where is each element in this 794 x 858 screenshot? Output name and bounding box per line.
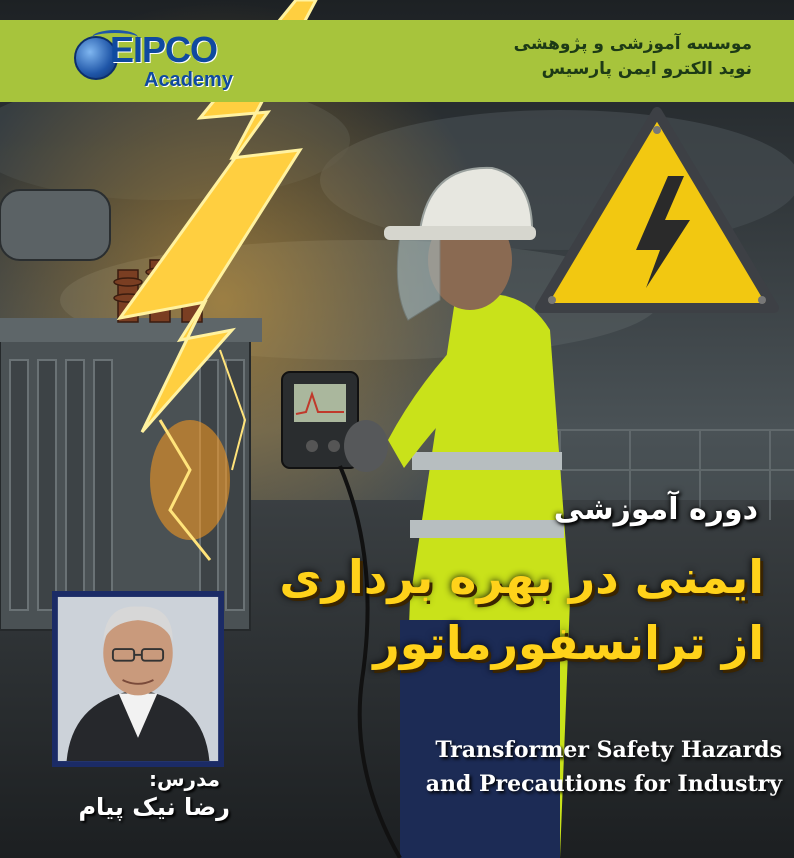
logo-subtitle: Academy (144, 69, 233, 91)
glove (344, 420, 388, 472)
institute-name (412, 32, 752, 82)
instructor-photo (55, 594, 221, 764)
damage-burn (150, 420, 230, 540)
institute-line-1: موسسه آموزشی و پژوهشی (513, 34, 752, 54)
english-title-line-2: and Precautions for Industry (425, 771, 782, 797)
english-title-line-1: Transformer Safety Hazards (435, 737, 782, 763)
english-title (252, 733, 782, 801)
course-title-line-1: ایمنی در بهره برداری (279, 550, 764, 604)
reflective-stripe (412, 452, 562, 470)
course-title-line-2: از ترانسفورماتور (373, 616, 764, 670)
academy-logo (74, 30, 260, 96)
tester-screen (294, 384, 346, 422)
instructor-label: مدرس: (148, 767, 220, 791)
course-label: دوره آموزشی (553, 492, 758, 527)
instructor-photo-frame (52, 591, 224, 767)
hard-hat-brim (384, 226, 536, 240)
conservator-tank (0, 190, 110, 260)
institute-line-2: نوید الکترو ایمن پارسیس (541, 59, 752, 79)
instructor-name: رضا نیک پیام (78, 793, 230, 821)
logo-name: EIPCO (110, 29, 218, 70)
instructor-portrait (58, 597, 218, 761)
